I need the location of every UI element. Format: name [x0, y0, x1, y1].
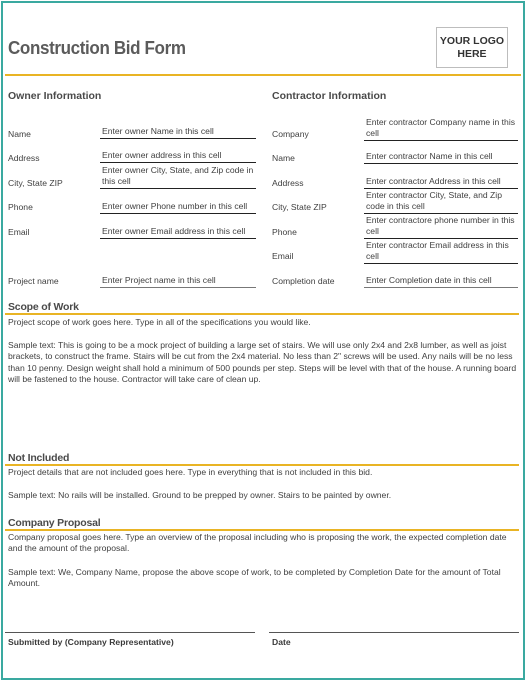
owner-heading: Owner Information: [8, 90, 102, 102]
date-line[interactable]: [269, 632, 519, 633]
contractor-name-label: Name: [272, 153, 295, 163]
owner-city-label: City, State ZIP: [8, 178, 63, 188]
contractor-company-field[interactable]: Enter contractor Company name in this cell: [364, 117, 518, 141]
logo-placeholder: [436, 27, 508, 68]
scope-sample[interactable]: Sample text: This is going to be a mock project of building a large set of stairs. We will use only 2x4 and 2x8 lumber, as well as joist brackets, to construct the frame. Stairs will be cut from the 2x4 material. No less than 2" screws will be used. Any nails will be no less than 10 penny. Design weight shall hold a minimum of 500 pounds per step. Steps will be level with that of the house. A running board will be fastened to the house. Contractor will take care of clean up.: [8, 340, 517, 384]
proposal-sample[interactable]: Sample text: We, Company Name, propose the above scope of work, to be completed by Completion Date for the amount of Total Amount.: [8, 567, 501, 589]
owner-name-field[interactable]: Enter owner Name in this cell: [100, 126, 256, 139]
proposal-divider: [5, 529, 519, 531]
not-included-divider: [5, 464, 519, 466]
contractor-name-field[interactable]: Enter contractor Name in this cell: [364, 151, 518, 164]
date-label: Date: [272, 637, 291, 647]
completion-date-label: Completion date: [272, 276, 335, 286]
owner-name-label: Name: [8, 129, 31, 139]
proposal-intro[interactable]: Company proposal goes here. Type an overview of the proposal including who is proposing the work, the expected completion date and the amount of the proposal.: [8, 532, 507, 554]
owner-city-field[interactable]: Enter owner City, State, and Zip code in this cell: [100, 165, 256, 189]
contractor-phone-field[interactable]: Enter contractore phone number in this cell: [364, 214, 518, 239]
completion-date-field[interactable]: Enter Completion date in this cell: [364, 274, 518, 288]
contractor-email-label: Email: [272, 251, 294, 261]
scope-heading: Scope of Work: [8, 301, 79, 313]
proposal-heading: Company Proposal: [8, 517, 101, 529]
contractor-city-label: City, State ZIP: [272, 202, 327, 212]
contractor-address-field[interactable]: Enter contractor Address in this cell: [364, 176, 518, 189]
logo-line-2: HERE: [457, 47, 487, 60]
logo-line-1: YOUR LOGO: [439, 34, 505, 47]
owner-email-label: Email: [8, 227, 30, 237]
owner-phone-field[interactable]: Enter owner Phone number in this cell: [100, 190, 256, 214]
scope-divider: [5, 313, 519, 315]
contractor-phone-label: Phone: [272, 227, 297, 237]
not-included-sample[interactable]: Sample text: No rails will be installed. Ground to be prepped by owner. Stairs to be painted by owner.: [8, 490, 392, 500]
contractor-company-label: Company: [272, 129, 309, 139]
not-included-intro[interactable]: Project details that are not included goes here. Type in everything that is not included in this bid.: [8, 467, 373, 477]
project-name-field[interactable]: Enter Project name in this cell: [100, 274, 256, 288]
scope-intro[interactable]: Project scope of work goes here. Type in all of the specifications you would like.: [8, 317, 311, 327]
owner-phone-label: Phone: [8, 202, 33, 212]
page-title: Construction Bid Form: [8, 37, 186, 58]
contractor-email-field[interactable]: Enter contractor Email address in this cell: [364, 239, 518, 264]
header-divider: [5, 74, 521, 76]
not-included-heading: Not Included: [8, 452, 70, 464]
owner-email-field[interactable]: Enter owner Email address in this cell: [100, 214, 256, 239]
owner-address-label: Address: [8, 153, 40, 163]
project-name-label: Project name: [8, 276, 59, 286]
contractor-heading: Contractor Information: [272, 90, 387, 102]
submitted-by-line[interactable]: [5, 632, 255, 633]
contractor-address-label: Address: [272, 178, 304, 188]
contractor-city-field[interactable]: Enter contractor City, State, and Zip code in this cell: [364, 190, 518, 214]
submitted-by-label: Submitted by (Company Representative): [8, 637, 174, 647]
owner-address-field[interactable]: Enter owner address in this cell: [100, 150, 256, 163]
